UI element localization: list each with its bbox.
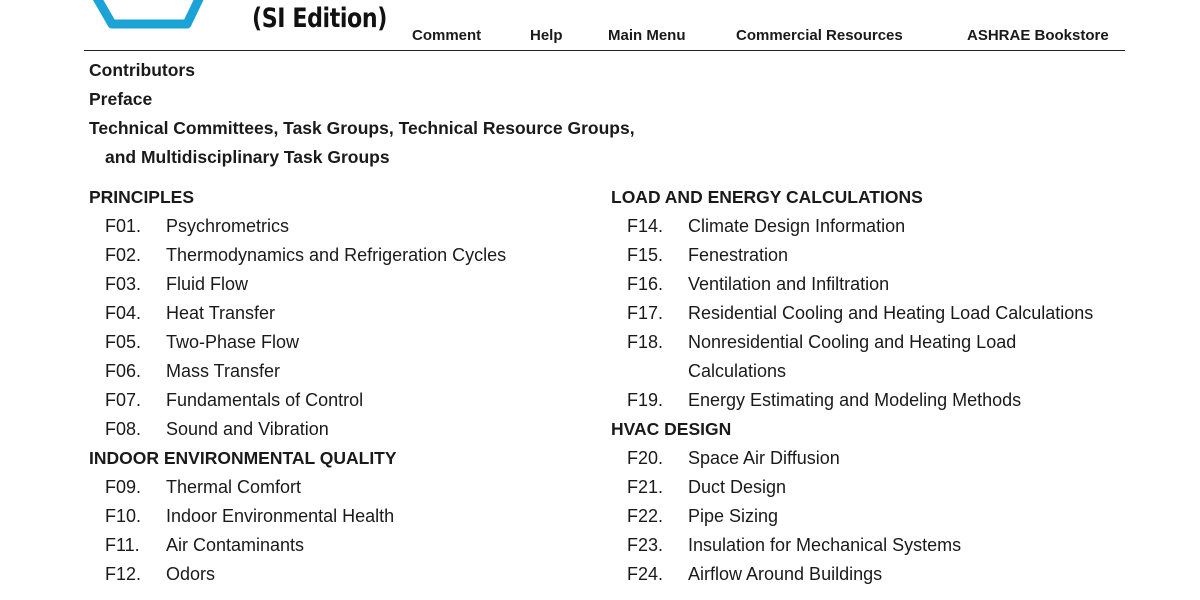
chapter-title: Heat Transfer: [166, 303, 276, 323]
chapter-code: F16.: [627, 274, 664, 294]
chapter-title: Psychrometrics: [166, 216, 290, 236]
front-matter-technical-committees-link-cont[interactable]: and Multidisciplinary Task Groups: [105, 147, 390, 167]
chapter-code: F20.: [627, 448, 664, 468]
section-heading-principles: PRINCIPLES: [89, 187, 195, 207]
chapter-code: F05.: [105, 332, 142, 352]
chapter-code: F14.: [627, 216, 664, 236]
chapter-title-continuation: Calculations: [688, 361, 787, 381]
nav-commercial-resources-link[interactable]: Commercial Resources: [736, 27, 903, 44]
chapter-code: F09.: [105, 477, 142, 497]
chapter-title: Space Air Diffusion: [688, 448, 840, 468]
chapter-code: F06.: [105, 361, 142, 381]
chapter-code: F01.: [105, 216, 142, 236]
chapter-title: Pipe Sizing: [688, 506, 779, 526]
chapter-code: F18.: [627, 332, 664, 352]
chapter-code: F08.: [105, 419, 142, 439]
chapter-title: Nonresidential Cooling and Heating Load: [688, 332, 1017, 352]
chapter-title: Air Contaminants: [166, 535, 305, 555]
chapter-title: Two-Phase Flow: [166, 332, 300, 352]
chapter-code: F02.: [105, 245, 142, 265]
header-divider: [84, 50, 1125, 51]
chapter-title: Sound and Vibration: [166, 419, 329, 439]
front-matter-technical-committees-link[interactable]: Technical Committees, Task Groups, Technical Resource Groups,: [89, 118, 635, 138]
nav-ashrae-bookstore-link[interactable]: ASHRAE Bookstore: [967, 27, 1109, 44]
section-heading-indoor-environmental-quality: INDOOR ENVIRONMENTAL QUALITY: [89, 448, 397, 468]
chapter-title: Thermal Comfort: [166, 477, 302, 497]
chapter-title: Ventilation and Infiltration: [688, 274, 890, 294]
chapter-title: Mass Transfer: [166, 361, 281, 381]
chapter-title: Fluid Flow: [166, 274, 249, 294]
section-heading-load-and-energy-calculations: LOAD AND ENERGY CALCULATIONS: [611, 187, 923, 207]
chapter-code: F03.: [105, 274, 142, 294]
chapter-code: F22.: [627, 506, 664, 526]
chapter-code: F12.: [105, 564, 142, 584]
chapter-title: Fenestration: [688, 245, 789, 265]
chapter-title: Odors: [166, 564, 216, 584]
chapter-code: F21.: [627, 477, 664, 497]
chapter-title: Airflow Around Buildings: [688, 564, 883, 584]
chapter-code: F04.: [105, 303, 142, 323]
section-heading-hvac-design: HVAC DESIGN: [611, 419, 732, 439]
nav-main-menu-link[interactable]: Main Menu: [608, 27, 686, 44]
chapter-title: Thermodynamics and Refrigeration Cycles: [166, 245, 507, 265]
chapter-code: F11.: [105, 535, 140, 555]
chapter-title: Insulation for Mechanical Systems: [688, 535, 962, 555]
chapter-code: F15.: [627, 245, 664, 265]
edition-title: (SI Edition): [252, 3, 387, 34]
chapter-title: Indoor Environmental Health: [166, 506, 395, 526]
front-matter-contributors-link[interactable]: Contributors: [89, 60, 195, 80]
chapter-title: Climate Design Information: [688, 216, 906, 236]
chapter-code: F24.: [627, 564, 664, 584]
ashrae-logo-icon: [72, 0, 222, 30]
chapter-title: Residential Cooling and Heating Load Calculations: [688, 303, 1094, 323]
chapter-code: F23.: [627, 535, 664, 555]
nav-comment-link[interactable]: Comment: [412, 27, 482, 44]
chapter-title: Fundamentals of Control: [166, 390, 364, 410]
chapter-code: F19.: [627, 390, 664, 410]
chapter-title: Energy Estimating and Modeling Methods: [688, 390, 1022, 410]
chapter-title: Duct Design: [688, 477, 787, 497]
front-matter-preface-link[interactable]: Preface: [89, 89, 153, 109]
chapter-code: F07.: [105, 390, 142, 410]
nav-help-link[interactable]: Help: [530, 27, 563, 44]
chapter-code: F10.: [105, 506, 142, 526]
chapter-code: F17.: [627, 303, 664, 323]
